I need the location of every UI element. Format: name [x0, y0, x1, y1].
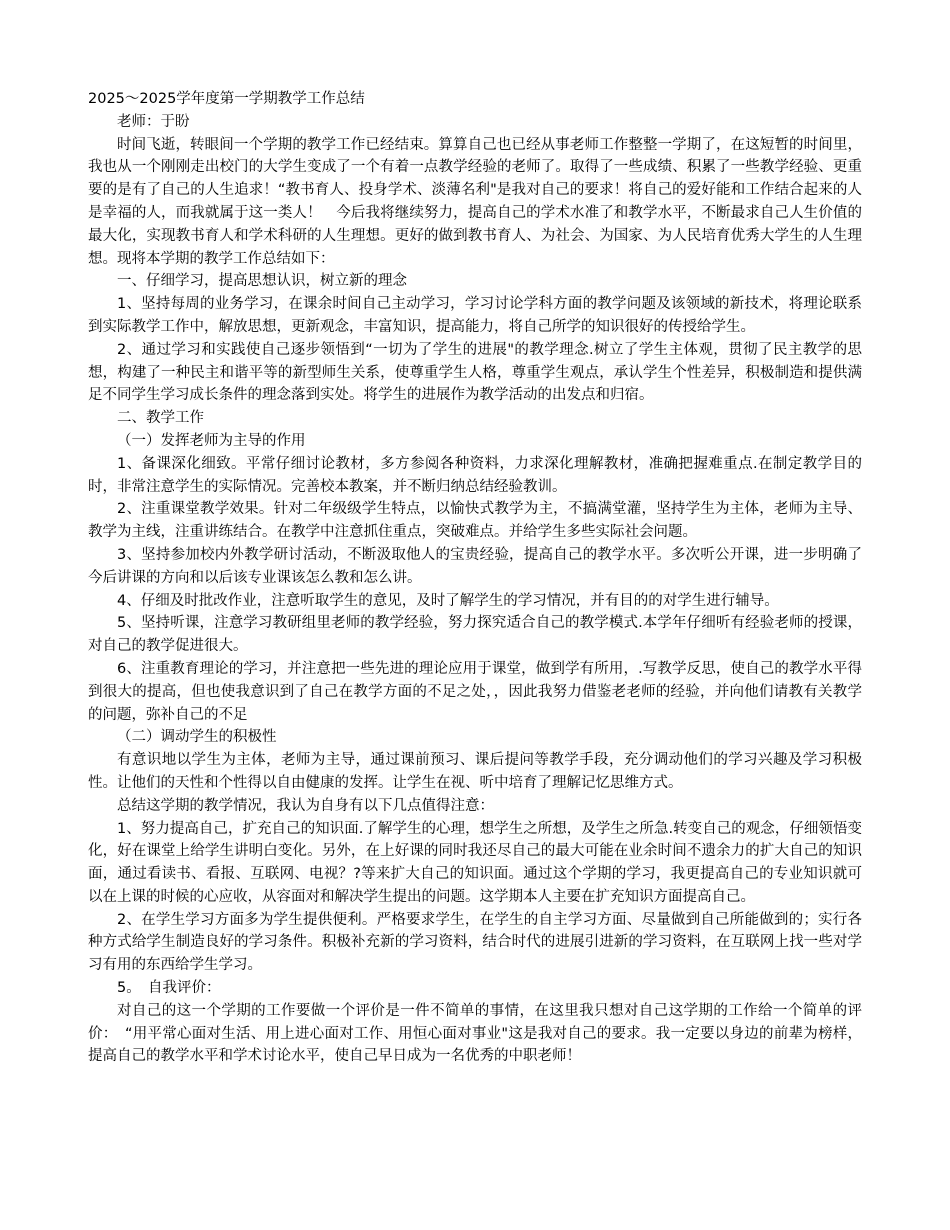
paragraph: 2、通过学习和实践使自己逐步领悟到“一切为了学生的进展"的教学理念.树立了学生主体观，贯彻了民主教学的思想，构建了一种民主和谐平等的新型师生关系，使尊重学生人格，尊重学生观点，承认学生个性差异，积极制造和提供满足不同学生学习成长条件的理念落到实处。将学生的进展作为教学活动的出发点和归宿。 [88, 341, 862, 404]
section-heading-self-evaluation: 5。 自我评价： [117, 980, 221, 997]
paragraph-intro: 时间飞逝，转眼间一个学期的教学工作已经结束。算算自己也已经从事老师工作整整一学期了，在这短暂的时间里，我也从一个刚刚走出校门的大学生变成了一个有着一点教学经验的老师了。取得了一些成绩、积累了一些教学经验、更重要的是有了自己的人生追求！“教书育人、投身学术、淡薄名利"是我对自己的要求！将自己的爱好能和工作结合起来的人是幸福的人，而我就属于这一类人！ 今后我将继续努力，提高自己的学术水准了和教学水平，不断最求自己人生价值的最大化，实现教书育人和学术科研的人生理想。更好的做到教书育人、为社会、为国家、为人民培育优秀大学生的人生理想。现将本学期的教学工作总结如下： [88, 136, 862, 267]
paragraph: 1、坚持每周的业务学习，在课余时间自己主动学习，学习讨论学科方面的教学问题及该领域的新技术，将理论联系到实际教学工作中，解放思想，更新观念，丰富知识，提高能力，将自己所学的知识很好的传授给学生。 [88, 296, 862, 335]
document-title: 2025～2025学年度第一学期教学工作总结 [88, 91, 365, 107]
document-page [88, 88, 862, 1068]
paragraph: 有意识地以学生为主体，老师为主导，通过课前预习、课后提问等教学手段，充分调动他们的学习兴趣及学习积极性。让他们的天性和个性得以自由健康的发挥。让学生在视、听中培育了理解记忆思维方式。 [88, 752, 862, 791]
paragraph: 1、努力提高自己，扩充自己的知识面.了解学生的心理，想学生之所想，及学生之所急.转变自己的观念，仔细领悟变化，好在课堂上给学生讲明白变化。另外，在上好课的同时我还尽自己的最大可能在业余时间不遗余力的扩大自己的知识面，通过看读书、看报、互联网、电视？?等来扩大自己的知识面。通过这个学期的学习，我更提高自己的专业知识就可以在上课的时候的心应收，从容面对和解决学生提出的问题。这学期本人主要在扩充知识方面提高自己。 [88, 820, 862, 905]
subsection-heading-2: （二）调动学生的积极性 [117, 729, 277, 746]
subsection-heading-1: （一）发挥老师为主导的作用 [117, 432, 306, 449]
paragraph: 3、坚持参加校内外教学研讨活动，不断汲取他人的宝贵经验，提高自己的教学水平。多次听公开课，进一步明确了今后讲课的方向和以后该专业课该怎么教和怎么讲。 [88, 546, 862, 586]
paragraph: 4、仔细及时批改作业，注意听取学生的意见，及时了解学生的学习情况，并有目的的对学生进行辅导。 [117, 592, 779, 609]
section-heading-1: 一、仔细学习，提高思想认识，树立新的理念 [117, 273, 407, 290]
paragraph: 总结这学期的教学情况，我认为自身有以下几点值得注意： [117, 797, 494, 814]
paragraph: 2、注重课堂教学效果。针对二年级级学生特点，以愉快式教学为主，不搞满堂灌，坚持学生为主体，老师为主导、教学为主线，注重讲练结合。在教学中注意抓住重点，突破难点。并给学生多些实际社会问题。 [88, 501, 862, 541]
section-heading-2: 二、教学工作 [117, 410, 204, 427]
teacher-name: 老师：于盼 [117, 113, 190, 130]
paragraph-conclusion: 对自己的这一个学期的工作要做一个评价是一件不简单的事情，在这里我只想对自己这学期的工作给一个简单的评价： “用平常心面对生活、用上进心面对工作、用恒心面对事业"这是我对自己的要求。我一定要以身边的前辈为榜样，提高自己的教学水平和学术讨论水平，使自己早日成为一名优秀的中职老师！ [88, 1002, 862, 1065]
paragraph: 1、备课深化细致。平常仔细讨论教材，多方参阅各种资料，力求深化理解教材，准确把握难重点.在制定教学目的时，非常注意学生的实际情况。完善校本教案，并不断归纳总结经验教训。 [88, 455, 862, 495]
paragraph: 2、在学生学习方面多为学生提供便利。严格要求学生，在学生的自主学习方面、尽量做到自己所能做到的；实行各种方式给学生制造良好的学习条件。积极补充新的学习资料，结合时代的进展引进新的学习资料，在互联网上找一些对学习有用的东西给学生学习。 [88, 911, 862, 974]
paragraph: 6、注重教育理论的学习，并注意把一些先进的理论应用于课堂，做到学有所用，.写教学反思，使自己的教学水平得到很大的提高，但也使我意识到了自己在教学方面的不足之处，，因此我努力借鉴老老师的经验，并向他们请教有关教学的问题，弥补自己的不足 [88, 660, 862, 723]
paragraph: 5、坚持听课，注意学习教研组里老师的教学经验，努力探究适合自己的教学模式.本学年仔细听有经验老师的授课，对自己的教学促进很大。 [88, 615, 862, 655]
